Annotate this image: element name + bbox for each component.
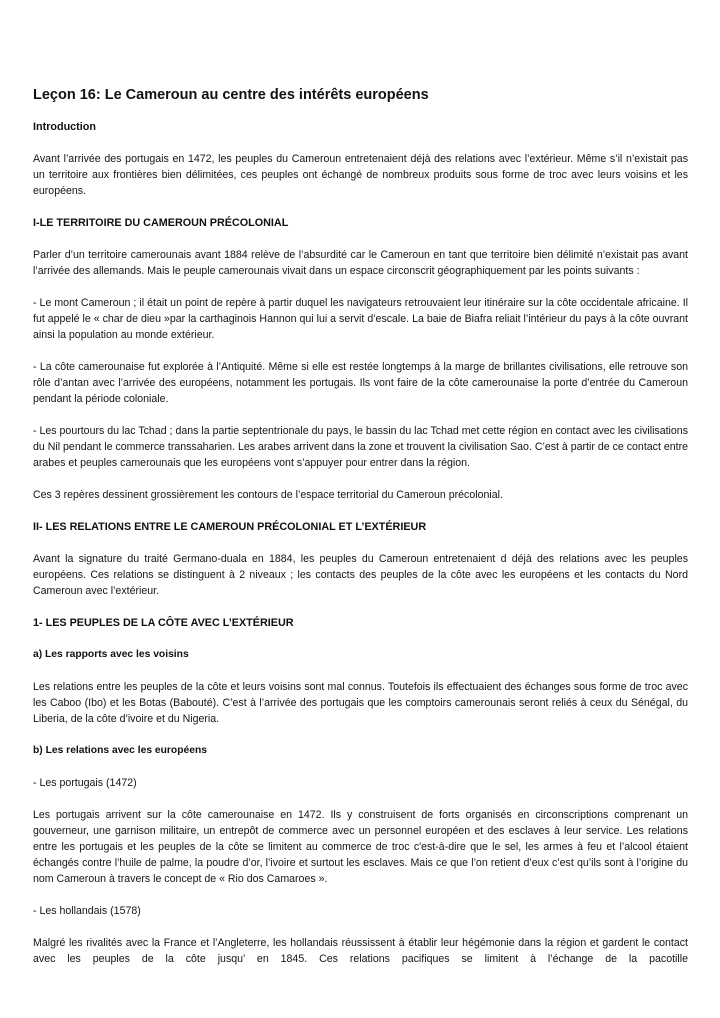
paragraph-cote-camerounaise: - La côte camerounaise fut explorée à l’Antiquité. Même si elle est restée longtemps à la marge de brillantes civilisations, elle retrouve son rôle d’antan avec l’arrivée des européens, notamment les portugais. Ils vont faire de la côte camerounaise la porte d’entrée du Cameroun pendant la période coloniale. [33, 361, 688, 405]
paragraph-introduction: Avant l’arrivée des portugais en 1472, les peuples du Cameroun entretenaient déjà des relations avec l’extérieur. Même s’il n’existait pas un territoire aux frontières bien délimitées, ces peuples ont échangé de nombreux produits sous forme de troc avec leurs voisins et les européens. [33, 153, 688, 197]
paragraph-mont-cameroun: - Le mont Cameroun ; il était un point de repère à partir duquel les navigateurs retrouvaient leur itinéraire sur la côte occidentale africaine. Il fut appelé le « char de dieu »par la carthaginois Hannon qui lui a servit d’escale. La baie de Biafra reliait l’intérieur du pays à la côte ouvrant ainsi la population au monde extérieur. [33, 297, 688, 341]
heading-introduction: Introduction [33, 121, 96, 133]
paragraph-territoire-intro: Parler d’un territoire camerounais avant 1884 relève de l’absurdité car le Cameroun en tant que territoire bien délimité n’existait pas avant l’arrivée des allemands. Mais le peuple camerounais vivait dans un espace circonscrit géographiquement par les points suivants : [33, 249, 688, 277]
heading-peuples-cote: 1- LES PEUPLES DE LA CÔTE AVEC L’EXTÉRIEUR [33, 617, 294, 629]
paragraph-label-portugais: - Les portugais (1472) [33, 777, 137, 789]
paragraph-rapports-voisins: Les relations entre les peuples de la côte et leurs voisins sont mal connus. Toutefois ils effectuaient des échanges sous forme de troc avec les Caboo (Ibo) et les Botas (Babouté). C’est à l’arrivée des portugais que les comptoirs camerounais seront reliés à ceux du Sénégal, du Liberia, de la côte d’ivoire et du Nigeria. [33, 681, 688, 725]
paragraph-lac-tchad: - Les pourtours du lac Tchad ; dans la partie septentrionale du pays, le bassin du lac Tchad met cette région en contact avec les civilisations du Nil pendant le commerce transsaharien. Les arabes arrivent dans la zone et trouvent la civilisation Sao. C’est à partir de ce contact entre arabes et peuples camerounais que les européens vont s’appuyer pour entrer dans la région. [33, 425, 688, 469]
paragraph-trois-reperes: Ces 3 repères dessinent grossièrement les contours de l’espace territorial du Cameroun précolonial. [33, 489, 503, 501]
document-title: Leçon 16: Le Cameroun au centre des intérêts européens [33, 87, 429, 103]
heading-relations-europeens: b) Les relations avec les européens [33, 745, 207, 756]
paragraph-label-hollandais: - Les hollandais (1578) [33, 905, 141, 917]
heading-rapports-voisins: a) Les rapports avec les voisins [33, 649, 189, 660]
heading-section-1-territoire: I-LE TERRITOIRE DU CAMEROUN PRÉCOLONIAL [33, 217, 289, 229]
heading-section-2-relations: II- LES RELATIONS ENTRE LE CAMEROUN PRÉCOLONIAL ET L’EXTÉRIEUR [33, 521, 427, 533]
paragraph-traite-germano-duala: Avant la signature du traité Germano-duala en 1884, les peuples du Cameroun entretenaient d déjà des relations avec les peuples européens. Ces relations se distinguent à 2 niveaux ; les contacts des peuples de la côte avec les européens et les contacts du Nord Cameroun avec l’extérieur. [33, 553, 688, 597]
paragraph-portugais: Les portugais arrivent sur la côte camerounaise en 1472. Ils y construisent de forts organisés en circonscriptions comprenant un gouverneur, une garnison militaire, un entrepôt de commerce avec un personnel européen et des esclaves à leur service. Les relations entre les portugais et les peuples de la côte se limitent au commerce de troc c'est-à-dire que le sel, les armes à feu et l’alcool étaient échangés contre l’huile de palme, la poudre d’or, l’ivoire et surtout les esclaves. Mais ce que l’on retient d’eux c’est qu’ils sont à l’origine du nom Cameroun à travers le concept de « Rio dos Camaroes ». [33, 809, 688, 885]
paragraph-hollandais: Malgré les rivalités avec la France et l’Angleterre, les hollandais réussissent à établir leur hégémonie dans la région et gardent le contact avec les peuples de la côte jusqu’ en 1845. Ces relations pacifiques se limitent à l’échange de la pacotille [33, 937, 688, 965]
